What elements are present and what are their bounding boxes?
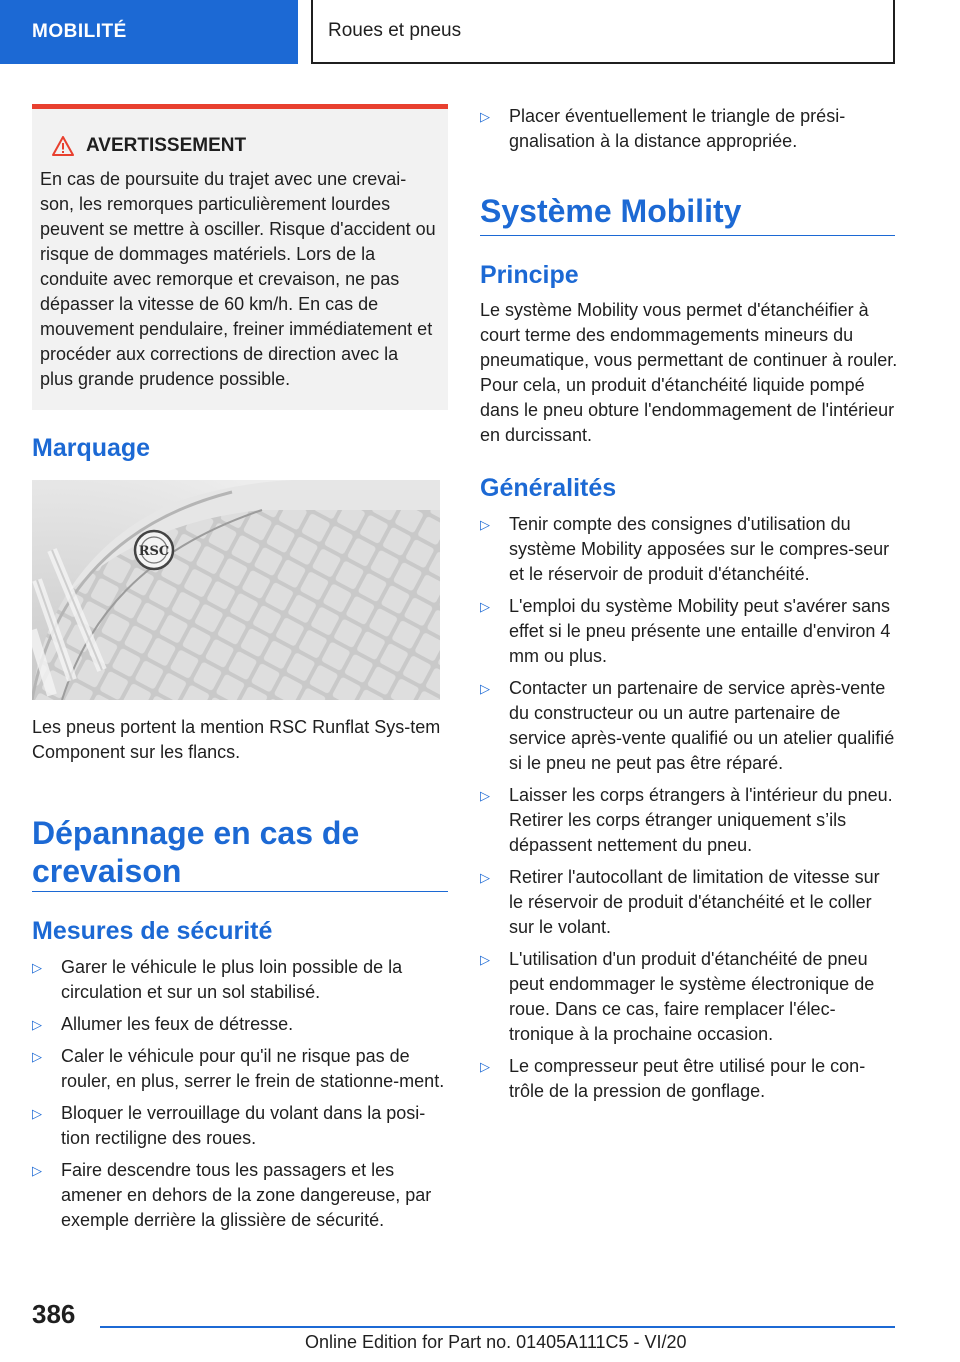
list-item: ▷ Placer éventuellement le triangle de prési-gnalisation à la distance appropriée. xyxy=(480,106,846,151)
arrow-icon: ▷ xyxy=(480,1059,490,1074)
warning-text: En cas de poursuite du trajet avec une crevai-son, les remorques particulièrement lourdes peuvent se mettre à osciller. Risque d'accident ou risque de dommages matériels. Lors de la conduite avec remorque et crevaison, ne pas dépasser la vitesse de 60 km/h. En cas de mouvement pendulaire, freiner immédiatement et procéder aux corrections de direction avec la plus grande prudence possible. xyxy=(40,169,436,389)
arrow-icon: ▷ xyxy=(480,681,490,696)
list-item: ▷ Contacter un partenaire de service après-vente du constructeur ou un autre partenaire de service après-vente qualifié ou un atelier qualifié si le pneu ne peut pas être réparé. xyxy=(480,678,895,773)
list-item: ▷ Le compresseur peut être utilisé pour le con-trôle de la pression de gonflage. xyxy=(480,1056,866,1101)
list-item: ▷ Faire descendre tous les passagers et les amener en dehors de la zone dangereuse, par exemple derrière la glissière de sécurité. xyxy=(32,1160,432,1230)
tire-illustration xyxy=(32,480,440,700)
principe-text: Le système Mobility vous permet d'étanchéifier à court terme des endommagements mineurs du pneumatique, vous permettant de continuer à rouler. Pour cela, un produit d'étanchéité liquide pompé dans le pneu obture l'endommagement de l'intérieur en durcissant. xyxy=(480,300,898,445)
arrow-icon: ▷ xyxy=(480,952,490,967)
warning-box xyxy=(32,104,448,410)
arrow-icon: ▷ xyxy=(32,1017,42,1032)
safety-list xyxy=(32,955,448,1240)
mesures-heading: Mesures de sécurité xyxy=(32,917,273,945)
list-item: ▷ Laisser les corps étrangers à l'intérieur du pneu. Retirer les corps étranger uniquement s’ils dépassent nettement du pneu. xyxy=(480,785,893,855)
rsc-logo xyxy=(135,531,173,569)
page-number: 386 xyxy=(32,1299,76,1329)
svg-text:RSC: RSC xyxy=(138,544,170,559)
arrow-icon: ▷ xyxy=(32,960,42,975)
arrow-icon: ▷ xyxy=(32,1049,42,1064)
arrow-icon: ▷ xyxy=(480,109,490,124)
marquage-caption: Les pneus portent la mention RSC Runflat Sys-tem Component sur les flancs. xyxy=(32,717,441,762)
list-item: ▷ L'utilisation d'un produit d'étanchéité de pneu peut endommager le système électronique de roue. Dans ce cas, faire remplacer l'élec-tronique à la prochaine occasion. xyxy=(480,949,875,1044)
arrow-icon: ▷ xyxy=(480,599,490,614)
list-item: ▷ Allumer les feux de détresse. xyxy=(32,1012,448,1037)
chapter-title: Roues et pneus xyxy=(311,0,895,64)
arrow-icon: ▷ xyxy=(480,788,490,803)
marquage-heading: Marquage xyxy=(32,434,151,462)
list-item: ▷ Caler le véhicule pour qu'il ne risque pas de rouler, en plus, serrer le frein de stationne-ment. xyxy=(32,1046,445,1091)
warning-triangle-icon xyxy=(52,136,74,156)
arrow-icon: ▷ xyxy=(480,870,490,885)
list-item: ▷ Tenir compte des consignes d'utilisation du système Mobility apposées sur le compres-seur et le réservoir de produit d'étanchéité. xyxy=(480,514,890,584)
footer-edition: Online Edition for Part no. 01405A111C5 - VI/20 xyxy=(305,1332,687,1352)
arrow-icon: ▷ xyxy=(32,1106,42,1121)
section-tab[interactable]: MOBILITÉ xyxy=(0,0,298,64)
arrow-icon: ▷ xyxy=(32,1163,42,1178)
warning-title: AVERTISSEMENT xyxy=(86,135,247,156)
depannage-title: Dépannage en cas de crevaison xyxy=(32,814,448,892)
list-item: ▷ Bloquer le verrouillage du volant dans la posi-tion rectiligne des roues. xyxy=(32,1103,426,1148)
list-item: ▷ Retirer l'autocollant de limitation de vitesse sur le réservoir de produit d'étanchéité et le coller sur le volant. xyxy=(480,867,880,937)
tire-sidewall-figure xyxy=(32,480,440,700)
arrow-icon: ▷ xyxy=(480,517,490,532)
principe-heading: Principe xyxy=(480,261,579,289)
generalites-list xyxy=(480,512,898,1111)
footer-divider xyxy=(100,1326,895,1328)
mobility-title: Système Mobility xyxy=(480,192,895,236)
list-item: ▷ L'emploi du système Mobility peut s'avérer sans effet si le pneu présente une entaille d'environ 4 mm ou plus. xyxy=(480,596,891,666)
list-item: ▷ Garer le véhicule le plus loin possible de la circulation et sur un sol stabilisé. xyxy=(32,957,403,1002)
safety-list-continued xyxy=(480,104,896,161)
generalites-heading: Généralités xyxy=(480,474,617,502)
warning-heading xyxy=(52,135,436,157)
